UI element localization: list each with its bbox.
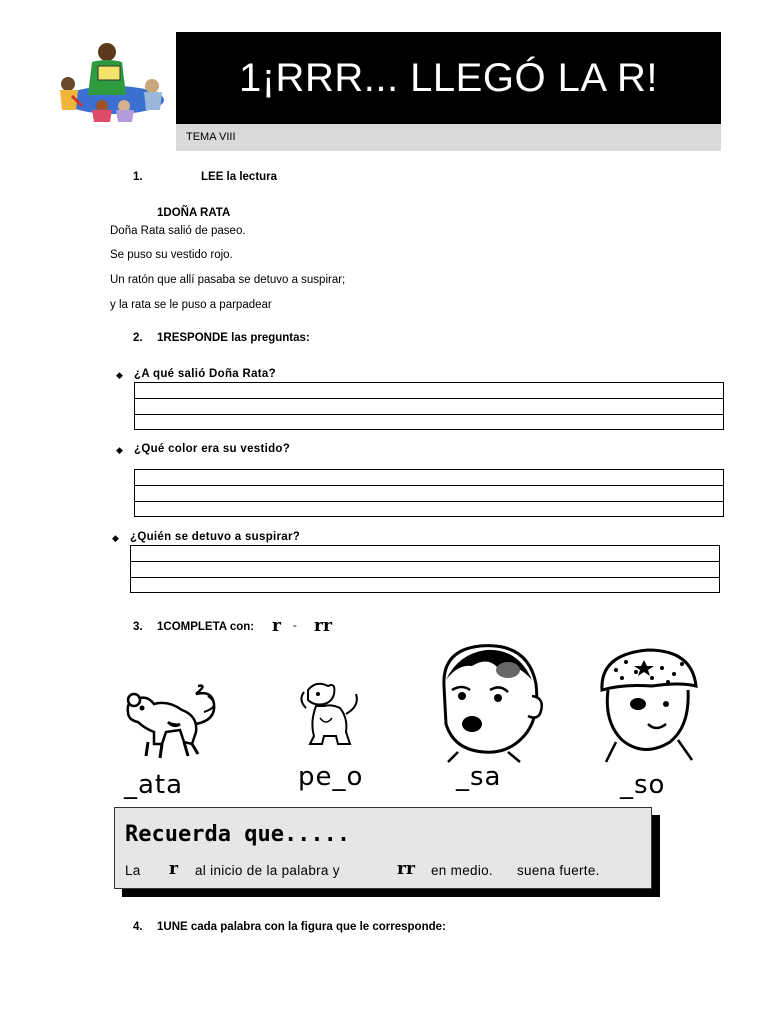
answer-line[interactable]: [131, 562, 719, 578]
boy-with-hat-illustration: [592, 642, 710, 764]
option-rr: rr: [314, 616, 332, 636]
section1-label: LEE la lectura: [201, 171, 278, 183]
section2-number: 2.: [133, 332, 143, 344]
answer-lines-3[interactable]: [130, 545, 720, 593]
story-line: Doña Rata salió de paseo.: [110, 225, 246, 237]
story-title: 1DOÑA RATA: [157, 207, 231, 219]
recuerda-box: [114, 807, 652, 889]
section1-number: 1.: [133, 171, 143, 183]
question-2: ¿Qué color era su vestido?: [134, 443, 291, 455]
worksheet-title: 1¡RRR... LLEGÓ LA R!: [176, 32, 721, 124]
word-sa: _sa: [456, 762, 502, 792]
reading-group-logo: [52, 40, 170, 126]
recuerda-text-suena: suena fuerte.: [517, 863, 600, 878]
rat-illustration: [118, 682, 228, 764]
answer-lines-1[interactable]: [134, 382, 724, 430]
recuerda-text-inicio: al inicio de la palabra y: [195, 863, 340, 878]
section2-label: 1RESPONDE las preguntas:: [157, 332, 310, 344]
recuerda-rr: rr: [397, 859, 415, 879]
recuerda-text-medio: en medio.: [431, 863, 493, 878]
word-ata: _ata: [124, 770, 184, 800]
answer-line[interactable]: [135, 399, 723, 415]
answer-line[interactable]: [135, 383, 723, 399]
recuerda-text-la: La: [125, 863, 141, 878]
recuerda-title: Recuerda que.....: [125, 822, 351, 847]
answer-line[interactable]: [131, 546, 719, 562]
bullet-diamond-icon: ◆: [112, 533, 119, 543]
answer-line[interactable]: [131, 578, 719, 592]
answer-line[interactable]: [135, 502, 723, 516]
answer-line[interactable]: [135, 470, 723, 486]
section3-label: 1COMPLETA con:: [157, 621, 255, 633]
option-r: r: [272, 616, 281, 636]
word-pe-o: pe_o: [298, 762, 364, 792]
dog-illustration: [296, 678, 366, 754]
story-line: Se puso su vestido rojo.: [110, 249, 233, 261]
question-3: ¿Quién se detuvo a suspirar?: [130, 531, 301, 543]
section3-number: 3.: [133, 621, 143, 633]
bullet-diamond-icon: ◆: [116, 445, 123, 455]
boy-face-illustration: [428, 640, 548, 764]
tema-label: TEMA VIII: [176, 124, 721, 151]
story-line: y la rata se le puso a parpadear: [110, 299, 272, 311]
question-1: ¿A qué salió Doña Rata?: [134, 368, 276, 380]
word-so: _so: [620, 770, 666, 800]
answer-line[interactable]: [135, 415, 723, 429]
story-line: Un ratón que allí pasaba se detuvo a suspirar;: [110, 274, 346, 286]
answer-lines-2[interactable]: [134, 469, 724, 517]
section4-number: 4.: [133, 921, 143, 933]
option-dash: -: [293, 620, 297, 632]
section4-label: 1UNE cada palabra con la figura que le corresponde:: [157, 921, 446, 933]
bullet-diamond-icon: ◆: [116, 370, 123, 380]
recuerda-r: r: [169, 859, 178, 879]
answer-line[interactable]: [135, 486, 723, 502]
